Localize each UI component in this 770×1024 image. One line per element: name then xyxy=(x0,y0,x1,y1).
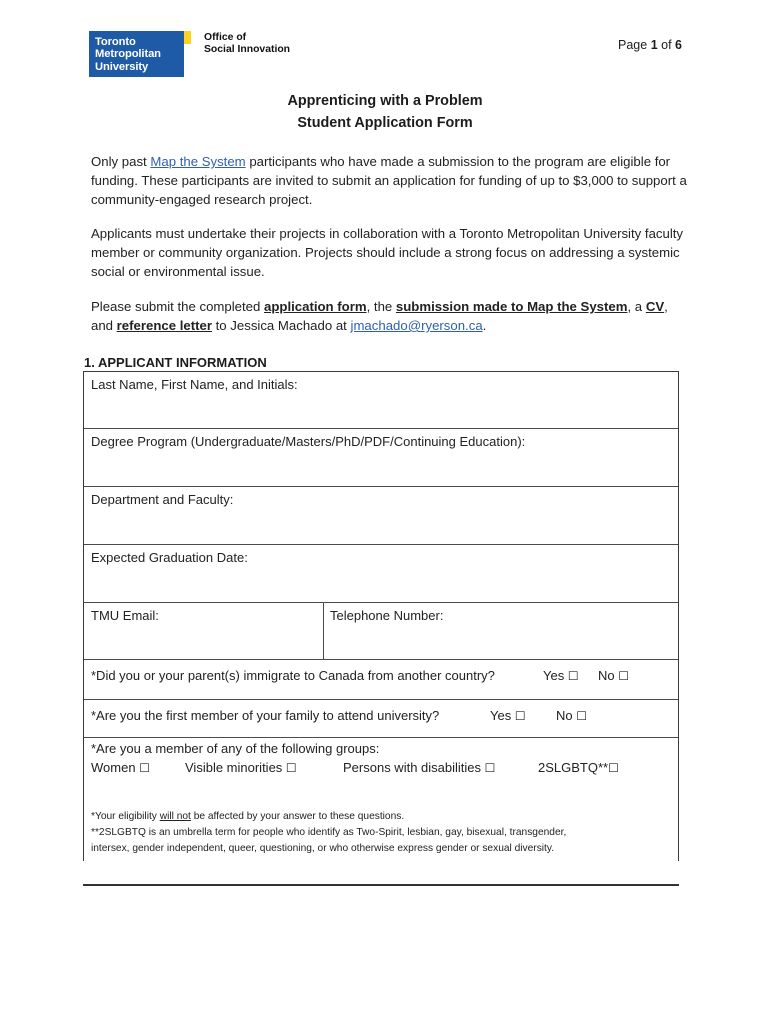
university-logo xyxy=(89,31,184,77)
checkbox-icon[interactable]: ☐ xyxy=(567,669,579,683)
doc-title-line1: Apprenticing with a Problem xyxy=(287,93,483,109)
logo-accent xyxy=(184,31,191,44)
page-total: 6 xyxy=(675,38,682,52)
page-number xyxy=(618,38,682,52)
groups-question: *Are you a member of any of the following groups: xyxy=(91,741,380,756)
department-field[interactable] xyxy=(84,487,678,545)
immigrate-yes[interactable] xyxy=(543,668,579,683)
group-label: Persons with disabilities xyxy=(343,760,482,775)
checkbox-icon[interactable]: ☐ xyxy=(484,761,496,775)
bottom-divider xyxy=(83,884,679,886)
graduation-date-label: Expected Graduation Date: xyxy=(91,550,248,565)
checkbox-icon[interactable]: ☐ xyxy=(514,709,526,723)
p3-text: . xyxy=(482,318,487,333)
name-label: Last Name, First Name, and Initials: xyxy=(91,377,298,392)
intro-paragraph-2: Applicants must undertake their projects in collaboration with a Toronto Metropolitan University faculty member or community organization. Projects should include a strong focus on addressing a systemic social or environmental issue. xyxy=(91,226,684,279)
intro-paragraph-3 xyxy=(91,297,691,335)
2slgbtq-note-line1: **2SLGBTQ is an umbrella term for people who identify as Two-Spirit, lesbian, gay, bisexual, transgender, xyxy=(91,827,567,838)
page-of: of xyxy=(661,38,672,52)
p3-text: to Jessica Machado at xyxy=(211,318,351,333)
email-link[interactable]: jmachado@ryerson.ca xyxy=(350,318,483,333)
group-label: Women xyxy=(91,760,136,775)
first-gen-question: *Are you the first member of your family to attend university? xyxy=(91,708,440,723)
groups-row xyxy=(84,738,678,861)
p3-text: , the xyxy=(366,299,396,314)
map-the-system-link[interactable]: Map the System xyxy=(150,154,246,169)
immigrate-row xyxy=(84,660,678,700)
cv-text: CV xyxy=(645,299,665,314)
degree-field[interactable] xyxy=(84,429,678,487)
p1-after: participants who have made a submission to the program are eligible for funding. These participants are invited to submit an application for funding of up to $3,000 to support a community-engaged research project. xyxy=(91,154,687,207)
group-disabilities[interactable] xyxy=(343,760,495,775)
note-emphasis: will not xyxy=(159,811,191,822)
first-gen-row xyxy=(84,700,678,738)
note-text: *Your eligibility xyxy=(91,811,160,822)
checkbox-icon[interactable]: ☐ xyxy=(139,761,150,775)
graduation-date-field[interactable] xyxy=(84,545,678,603)
note-text: be affected by your answer to these questions. xyxy=(190,811,405,822)
logo-line: University xyxy=(95,60,149,73)
checkbox-icon[interactable]: ☐ xyxy=(285,761,297,775)
immigrate-no[interactable] xyxy=(598,668,629,683)
reference-letter-text: reference letter xyxy=(116,318,212,333)
contact-row xyxy=(84,603,678,660)
phone-label: Telephone Number: xyxy=(330,608,444,623)
group-visible-minorities[interactable] xyxy=(185,760,297,775)
p3-text: , and xyxy=(91,299,668,333)
section-heading: 1. APPLICANT INFORMATION xyxy=(84,355,267,370)
logo-line: Metropolitan xyxy=(95,48,161,61)
office-name xyxy=(204,32,290,55)
group-women[interactable] xyxy=(91,760,150,775)
checkbox-icon[interactable]: ☐ xyxy=(618,669,630,683)
column-divider xyxy=(323,603,324,659)
p3-text: Please submit the completed xyxy=(91,299,264,314)
first-gen-yes[interactable] xyxy=(490,708,526,723)
first-gen-no[interactable] xyxy=(556,708,587,723)
page-label: Page xyxy=(618,38,648,52)
office-line: Office of xyxy=(204,32,247,43)
p1-before: Only past xyxy=(91,154,151,169)
no-label: No xyxy=(598,668,615,683)
no-label: No xyxy=(556,708,573,723)
group-label: 2SLGBTQ** xyxy=(538,760,609,775)
doc-title-line2: Student Application Form xyxy=(297,115,473,131)
name-field[interactable] xyxy=(84,372,678,429)
group-label: Visible minorities xyxy=(185,760,283,775)
p3-text: , a xyxy=(627,299,646,314)
intro-paragraph-1 xyxy=(91,152,691,209)
checkbox-icon[interactable]: ☐ xyxy=(608,761,619,775)
logo-line: Toronto xyxy=(95,36,136,48)
eligibility-note xyxy=(91,809,404,825)
department-label: Department and Faculty: xyxy=(91,492,234,507)
group-2slgbtq[interactable] xyxy=(538,760,619,775)
2slgbtq-note-line2: intersex, gender independent, queer, questioning, or who otherwise express gender or sexual diversity. xyxy=(91,843,555,854)
yes-label: Yes xyxy=(543,668,565,683)
page-current: 1 xyxy=(650,38,658,52)
yes-label: Yes xyxy=(490,708,512,723)
applicant-info-table xyxy=(83,371,679,861)
submission-text: submission made to Map the System xyxy=(395,299,628,314)
immigrate-question: *Did you or your parent(s) immigrate to Canada from another country? xyxy=(91,668,495,683)
application-form-text: application form xyxy=(264,299,367,314)
checkbox-icon[interactable]: ☐ xyxy=(576,709,588,723)
email-label: TMU Email: xyxy=(91,608,159,623)
office-line: Social Innovation xyxy=(204,43,291,55)
degree-label: Degree Program (Undergraduate/Masters/PhD/PDF/Continuing Education): xyxy=(91,434,526,449)
